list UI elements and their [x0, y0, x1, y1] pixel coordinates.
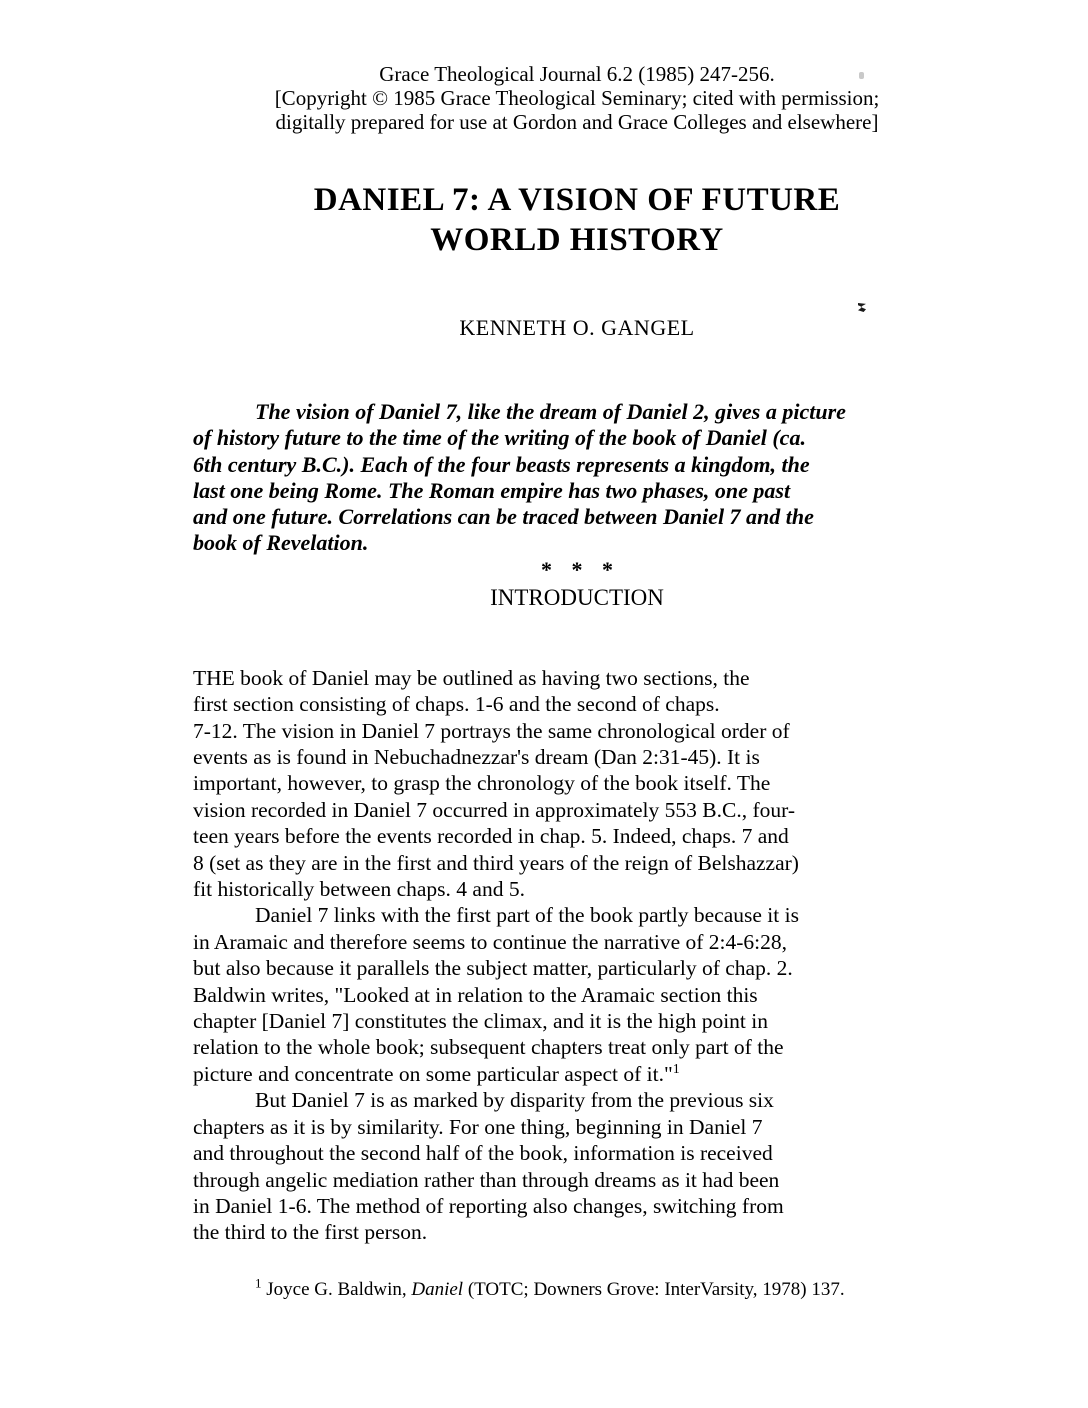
- text-line: [193, 1061, 893, 1087]
- text-segment: picture and concentrate on some particular aspect of it.": [193, 1061, 673, 1086]
- title-line: WORLD HISTORY: [430, 222, 724, 258]
- abstract: [193, 399, 883, 557]
- abstract-line: last one being Rome. The Roman empire has two phases, one past: [193, 477, 791, 503]
- text-line: but also because it parallels the subject matter, particularly of chap. 2.: [193, 956, 793, 981]
- abstract-line: book of Revelation.: [193, 530, 369, 556]
- footnote-text: (TOTC; Downers Grove: InterVarsity, 1978) 137.: [463, 1278, 845, 1300]
- footnote-book-title: Daniel: [411, 1278, 464, 1300]
- text-line: 8 (set as they are in the first and third years of the reign of Belshazzar): [193, 850, 799, 875]
- scan-artifact: [858, 303, 866, 312]
- text-line: chapter [Daniel 7] constitutes the climax, and it is the high point in: [193, 1009, 768, 1034]
- section-heading: INTRODUCTION: [490, 584, 664, 610]
- footnote-ref: 1: [672, 1061, 680, 1077]
- footnote-marker: 1: [255, 1275, 262, 1291]
- scan-artifact: [859, 72, 864, 79]
- title-line: DANIEL 7: A VISION OF FUTURE: [313, 182, 841, 218]
- text-line: important, however, to grasp the chronology of the book itself. The: [193, 771, 771, 796]
- text-line: in Daniel 1-6. The method of reporting also changes, switching from: [193, 1193, 784, 1218]
- text-line: through angelic mediation rather than through dreams as it had been: [193, 1167, 780, 1192]
- section-divider-stars: * * *: [541, 556, 613, 582]
- text-line: 7-12. The vision in Daniel 7 portrays the same chronological order of: [193, 718, 790, 743]
- paragraph: [193, 665, 893, 903]
- text-line: Baldwin writes, "Looked at in relation to the Aramaic section this: [193, 982, 758, 1007]
- preparation-line: digitally prepared for use at Gordon and Grace Colleges and elsewhere]: [275, 110, 879, 134]
- text-line: chapters as it is by similarity. For one thing, beginning in Daniel 7: [193, 1114, 763, 1139]
- paragraph: [193, 1087, 893, 1245]
- abstract-line: of history future to the time of the writing of the book of Daniel (ca.: [193, 425, 806, 451]
- abstract-line: 6th century B.C.). Each of the four beasts represents a kingdom, the: [193, 451, 810, 477]
- text-line: fit historically between chaps. 4 and 5.: [193, 877, 525, 902]
- page-title: [33, 180, 1088, 260]
- text-line: vision recorded in Daniel 7 occurred in approximately 553 B.C., four-: [193, 797, 795, 822]
- copyright-line: [Copyright © 1985 Grace Theological Seminary; cited with permission;: [274, 86, 880, 110]
- text-line: and throughout the second half of the book, information is received: [193, 1141, 773, 1166]
- footnote-text: Joyce G. Baldwin,: [261, 1278, 412, 1300]
- author-name: KENNETH O. GANGEL: [459, 315, 695, 340]
- journal-citation: Grace Theological Journal 6.2 (1985) 247-256.: [379, 62, 775, 86]
- text-line: Daniel 7 links with the first part of the book partly because it is: [255, 903, 799, 928]
- text-line: the third to the first person.: [193, 1220, 428, 1245]
- text-line: in Aramaic and therefore seems to continue the narrative of 2:4-6:28,: [193, 929, 788, 954]
- text-line: events as is found in Nebuchadnezzar's dream (Dan 2:31-45). It is: [193, 745, 760, 769]
- text-line: relation to the whole book; subsequent chapters treat only part of the: [193, 1035, 784, 1060]
- text-line: teen years before the events recorded in chap. 5. Indeed, chaps. 7 and: [193, 824, 789, 849]
- footnote: [193, 1275, 953, 1301]
- text-line: THE book of Daniel may be outlined as having two sections, the: [193, 665, 750, 690]
- paragraph: [193, 902, 893, 1087]
- text-line: first section consisting of chaps. 1-6 and the second of chaps.: [193, 692, 720, 717]
- abstract-line: and one future. Correlations can be traced between Daniel 7 and the: [193, 504, 814, 530]
- article-body: [193, 665, 893, 1246]
- abstract-line: The vision of Daniel 7, like the dream of Daniel 2, gives a picture: [255, 399, 846, 424]
- text-line: But Daniel 7 is as marked by disparity from the previous six: [255, 1088, 774, 1113]
- journal-header: [33, 0, 1088, 134]
